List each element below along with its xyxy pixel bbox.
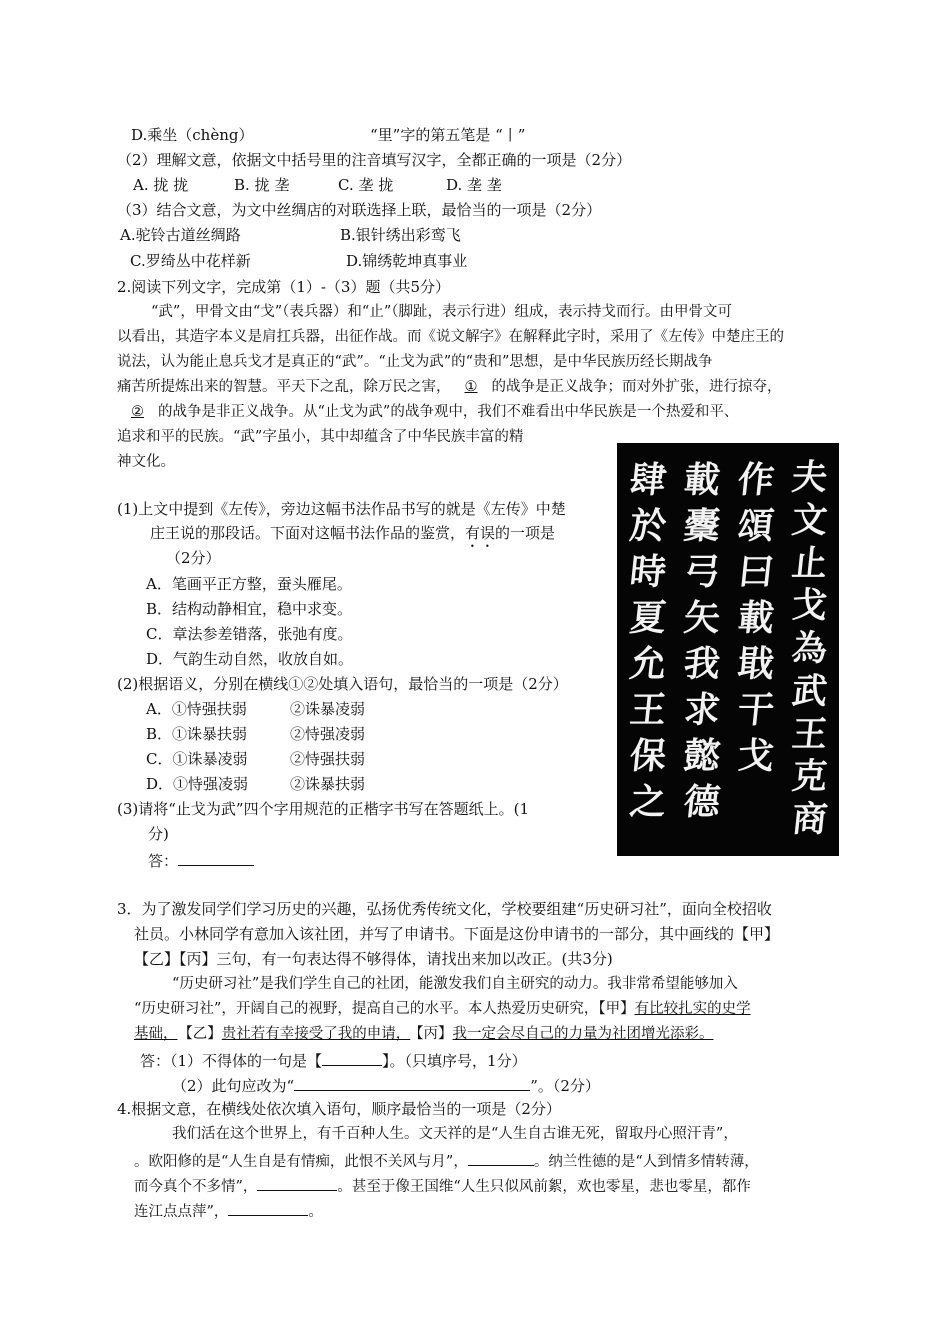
calligraphy-glyph: 載 <box>735 597 777 639</box>
q4-line-4 <box>134 1197 323 1225</box>
calligraphy-glyph: 夫 <box>790 457 830 498</box>
calligraphy-glyph: 頌 <box>735 505 777 547</box>
q2-passage-line-4-text: 痛苦所提炼出来的智慧。平天下之乱，除万民之害， <box>117 379 451 395</box>
q3-line-3: 【乙】【丙】三句，有一句表达得不够得体，请找出来加以改正。(共3分) <box>134 950 613 968</box>
q1-sub2-option-b: B. 拢 垄 <box>234 176 290 194</box>
q4-line-4-tail: 。 <box>308 1204 323 1220</box>
q4-blank-2[interactable] <box>257 1172 337 1191</box>
calligraphy-glyph: 櫜 <box>681 505 723 547</box>
q1-sub3-option-a: A.驼铃古道丝绸路 <box>120 226 241 244</box>
q3-answer-1-blank[interactable] <box>322 1047 382 1066</box>
q1-option-d: D.乘坐（chèng） <box>131 126 254 144</box>
q2-title: 2.阅读下列文字，完成第（1）-（3）题（共5分） <box>117 278 451 296</box>
q3-answer-2 <box>172 1072 600 1099</box>
q2-answer-row <box>148 847 254 874</box>
calligraphy-column-1 <box>623 457 673 825</box>
q2-passage-line-6: 追求和平的民族。“武”字虽小，其中却蕴含了中华民族丰富的精 <box>117 429 524 445</box>
q4-line-4-text: 连江点点萍”， <box>134 1204 229 1220</box>
calligraphy-glyph: 夏 <box>627 597 669 639</box>
q1-option-d-note: “里”字的第五笔是 “丨” <box>370 126 526 144</box>
calligraphy-column-3 <box>731 457 781 779</box>
calligraphy-glyph: 允 <box>627 643 669 685</box>
q2-sub2-option-b-1: B．①诛暴扶弱 <box>146 725 248 743</box>
q3-answer-2-label: （2）此句应改为“ <box>172 1077 295 1095</box>
q2-passage-line-5-text: 的战争是非正义战争。从“止戈为武”的战争观中，我们不难看出中华民族是一个热爱和平、 <box>158 404 739 420</box>
q4-line-3 <box>134 1172 751 1200</box>
q3-answer-1-tail: 】。（只填序号，1分） <box>382 1052 527 1070</box>
q3-answer-2-blank[interactable] <box>294 1072 530 1091</box>
calligraphy-glyph: 戈 <box>790 585 830 627</box>
calligraphy-glyph: 文 <box>790 499 830 541</box>
calligraphy-artwork <box>617 443 839 856</box>
q3-sentence-yi: 贵社若有幸接受了我的申请， <box>221 1026 411 1042</box>
q2-passage-line-7: 神文化。 <box>117 454 175 470</box>
q3-letter-line-2-text: “历史研习社”，开阔自己的视野，提高自己的水平。本人热爱历史研究，【甲】 <box>134 1001 635 1017</box>
calligraphy-glyph: 載 <box>681 459 723 501</box>
q3-answer-2-tail: ”。（2分） <box>530 1077 600 1095</box>
q2-sub1-option-a: A．笔画平正方整，蚕头雁尾。 <box>146 575 352 593</box>
q2-sub2-option-a-1: A．①恃强扶弱 <box>146 700 247 718</box>
q3-letter-line-2 <box>134 997 751 1022</box>
q2-blank-1: ① <box>464 379 478 395</box>
calligraphy-glyph: 戢 <box>735 643 777 685</box>
q3-sentence-jia: 有比较扎实的史学 <box>634 1001 751 1017</box>
calligraphy-glyph: 王 <box>790 713 830 755</box>
calligraphy-glyph: 矢 <box>681 597 723 639</box>
calligraphy-glyph: 作 <box>735 459 777 501</box>
q4-line-2-text: 。欧阳修的是“人生自是有情痴，此恨不关风与月”， <box>134 1154 468 1170</box>
q3-line-2: 社员。小林同学有意加入该社团，并写了申请书。下面是这份申请书的一部分，其中画线的【甲】 <box>134 925 780 943</box>
calligraphy-glyph: 曰 <box>735 551 777 593</box>
q4-title: 4.根据文意，在横线处依次填入语句，顺序最恰当的一项是（2分） <box>117 1100 561 1118</box>
q2-sub1-option-c: C．章法参差错落，张弛有度。 <box>146 625 353 643</box>
q3-sentence-jia-cont: 基础， <box>134 1026 178 1042</box>
q2-passage-line-4 <box>117 375 782 400</box>
q3-letter-line-1: “历史研习社”是我们学生自己的社团，能激发我们自主研究的动力。我非常希望能够加入 <box>172 976 738 992</box>
q1-sub3-prompt: （3）结合文意，为文中丝绸店的对联选择上联，最恰当的一项是（2分） <box>117 201 602 219</box>
q4-blank-1[interactable] <box>468 1147 534 1166</box>
q1-sub3-option-c: C.罗绮丛中花样新 <box>130 252 251 270</box>
q2-sub2-option-d-2: ②诛暴扶弱 <box>290 775 366 793</box>
calligraphy-glyph: 克 <box>790 756 830 798</box>
q3-line-1: 3．为了激发同学们学习历史的兴趣，弘扬优秀传统文化，学校要组建“历史研习社”，面向全校招收 <box>117 900 772 918</box>
calligraphy-glyph: 懿 <box>681 735 723 777</box>
q1-sub3-option-d: D.锦绣乾坤真事业 <box>346 252 468 270</box>
calligraphy-glyph: 於 <box>627 505 669 547</box>
q2-passage-line-2: 以看出，其造字本义是肩扛兵器，出征作战。而《说文解字》在解释此字时，采用了《左传》中楚庄王的 <box>117 329 784 345</box>
calligraphy-glyph: 商 <box>790 799 830 841</box>
q1-sub2-option-d: D. 垄 垄 <box>446 176 502 194</box>
calligraphy-glyph: 保 <box>627 735 669 777</box>
q2-sub1-option-b: B．结构动静相宜，稳中求变。 <box>146 600 353 618</box>
q2-sub1-score: （2分） <box>166 549 221 567</box>
calligraphy-glyph: 戈 <box>735 735 777 777</box>
calligraphy-column-4 <box>785 457 835 842</box>
q2-sub3-line-2: 分) <box>148 825 169 843</box>
q2-sub2-prompt: (2)根据语义，分别在横线①②处填入语句，最恰当的一项是（2分） <box>117 675 568 693</box>
q1-sub3-option-b: B.银针绣出彩鸾飞 <box>340 226 461 244</box>
q1-sub2-prompt: （2）理解文意，依据文中括号里的注音填写汉字，全都正确的一项是（2分） <box>117 151 632 169</box>
calligraphy-glyph: 我 <box>681 643 723 685</box>
calligraphy-glyph: 武 <box>790 670 830 712</box>
q4-line-3-tail: 。甚至于像王国维“人生只似风前絮，欢也零星，悲也零星，都作 <box>337 1179 751 1195</box>
q2-sub2-option-b-2: ②恃强凌弱 <box>290 725 366 743</box>
q2-passage-line-1: “武”，甲骨文由“戈”（表兵器）和“止”（脚趾，表示行进）组成，表示持戈而行。由甲骨文可 <box>151 304 732 320</box>
q4-line-1: 我们活在这个世界上，有千百种人生。文天祥的是“人生自古谁无死，留取丹心照汗青”， <box>172 1126 738 1142</box>
q2-passage-line-3: 说法，认为能止息兵戈才是真正的“武”。“止戈为武”的“贵和”思想，是中华民族历经长期战争 <box>117 354 713 370</box>
q2-sub2-option-d-1: D．①恃强凌弱 <box>146 775 249 793</box>
calligraphy-column-2 <box>677 457 727 825</box>
q2-sub1-line-2-tail: 的一项是 <box>495 524 556 542</box>
calligraphy-glyph: 止 <box>790 542 830 584</box>
calligraphy-glyph: 王 <box>627 689 669 731</box>
q2-sub1-line-2-text: 庄王说的那段话。下面对这幅书法作品的鉴赏， <box>150 524 466 542</box>
q2-sub1-line-1: (1)上文中提到《左传》，旁边这幅书法作品书写的就是《左传》中楚 <box>117 500 566 518</box>
q2-passage-line-5 <box>117 400 738 425</box>
q2-sub2-option-a-2: ②诛暴凌弱 <box>290 700 366 718</box>
q2-blank-2: ② <box>131 404 144 420</box>
q3-mark-bing: 【丙】 <box>416 1026 453 1042</box>
q3-answer-1 <box>140 1047 527 1074</box>
q2-sub2-option-c-2: ②恃强扶弱 <box>290 750 366 768</box>
q4-line-3-text: 而今真个不多情”， <box>134 1179 258 1195</box>
calligraphy-glyph: 德 <box>681 781 723 823</box>
q1-sub2-option-a: A. 拢 拢 <box>133 176 189 194</box>
q2-answer-label: 答： <box>148 852 179 870</box>
q4-blank-3[interactable] <box>228 1197 308 1216</box>
q3-letter-line-3 <box>134 1022 714 1047</box>
q3-mark-yi: 【乙】 <box>185 1026 222 1042</box>
calligraphy-glyph: 之 <box>627 781 669 823</box>
calligraphy-glyph: 時 <box>627 551 669 593</box>
q4-line-2-tail: 。纳兰性德的是“人到情多情转薄， <box>533 1154 759 1170</box>
q2-sub2-option-c-1: C．①诛暴凌弱 <box>146 750 248 768</box>
q3-sentence-bing: 我一定会尽自己的力量为社团增光添彩。 <box>452 1026 714 1042</box>
q2-sub1-emphasis: 有误 <box>465 524 496 542</box>
q2-passage-line-4-tail: 的战争是正义战争；而对外扩张，进行掠夺， <box>491 379 782 395</box>
q3-answer-1-label: 答：（1）不得体的一句是【 <box>140 1052 323 1070</box>
q2-answer-blank[interactable] <box>178 847 254 866</box>
q1-sub2-option-c: C. 垄 拢 <box>338 176 394 194</box>
q2-sub3-line-1: (3)请将“止戈为武”四个字用规范的正楷字书写在答题纸上。(1 <box>117 800 529 818</box>
calligraphy-glyph: 弓 <box>681 551 723 593</box>
calligraphy-glyph: 干 <box>735 689 777 731</box>
calligraphy-glyph: 求 <box>681 689 723 731</box>
calligraphy-glyph: 肆 <box>627 459 669 501</box>
q4-line-2 <box>134 1147 759 1175</box>
q2-sub1-option-d: D．气韵生动自然，收放自如。 <box>146 650 354 668</box>
calligraphy-glyph: 為 <box>790 628 830 670</box>
